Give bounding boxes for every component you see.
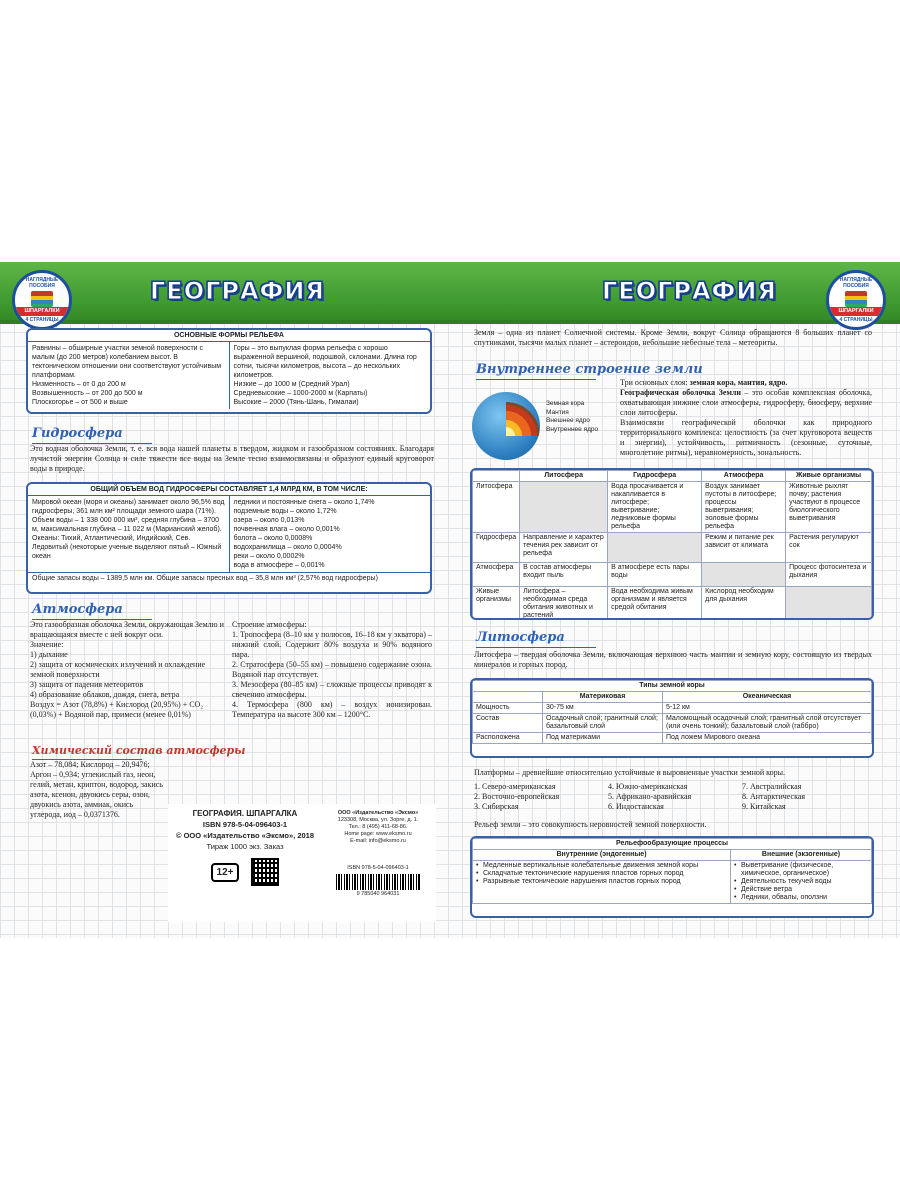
- matrix-cell: [702, 563, 786, 587]
- air-formula: Воздух = Азот (78,8%) + Кислород (20,95%) + CO₂ (0,03%) + Водяной пар, примеси (менее 0,01%): [30, 700, 204, 719]
- qr-code-icon: [251, 858, 279, 886]
- water-share: озера – около 0,013%: [233, 517, 305, 524]
- publisher-email: E-mail: info@eksmo.ru: [350, 838, 406, 844]
- hydrosphere-volume-heading: ОБЩИЙ ОБЪЕМ ВОД ГИДРОСФЕРЫ СОСТАВЛЯЕТ 1,4 МЛРД КМ, В ТОМ ЧИСЛЕ:: [28, 484, 430, 496]
- matrix-header: Литосфера: [520, 471, 608, 482]
- imprint-right: [322, 810, 434, 898]
- matrix-row-label: Литосфера: [473, 482, 520, 533]
- earth-intro: Земля – одна из планет Солнечной системы. Кроме Земли, вокруг Солнца обращаются 8 больших планет со спутниками, тысячи малых планет – астероидов, небольшие небесные тела – метеориты.: [474, 328, 872, 347]
- matrix-cell: Направление и характер течения рек зависит от рельефа: [520, 533, 608, 563]
- platform-item: 9. Китайская: [742, 802, 786, 811]
- crust-row: [473, 733, 872, 744]
- globe-label: Внутреннее ядро: [546, 425, 599, 433]
- processes-col-head: Внешние (экзогенные): [731, 850, 872, 861]
- crust-row-label: Мощность: [473, 703, 543, 714]
- list-item: • Действие ветра: [734, 886, 868, 894]
- spheres-interaction-table: [472, 470, 872, 620]
- water-share: вода в атмосфере – 0,001%: [233, 562, 325, 569]
- crust-types-table: [472, 680, 872, 744]
- publisher-name: ООО «Издательство «Эксмо»: [337, 810, 419, 816]
- series-badge-left: [12, 270, 72, 330]
- mountains-text: Горы – это выпуклая форма рельефа с хорошо выраженной вершиной, подошвой, склонами. Длина гор сотни, тысячи километров, высота – до нескольких километров.: [233, 345, 417, 379]
- spheres-interaction-box: [470, 468, 874, 620]
- matrix-row-label: Гидросфера: [473, 533, 520, 563]
- atmosphere-layer: 1. Тропосфера (8–10 км у полюсов, 16–18 км у экватора) – нижний слой. Содержит 80% воздуха и 90% водяного пара.: [232, 630, 432, 659]
- mountains-column: [229, 342, 431, 409]
- crust-row: [473, 703, 872, 714]
- plains-text: Равнины – обширные участки земной поверхности с малым (до 200 метров) колебанием высот. В тектоническом отношении они соответствуют устойчивым платформам.: [32, 345, 222, 379]
- barcode-icon: [336, 874, 420, 890]
- lithosphere-heading: Литосфера: [476, 630, 565, 645]
- chemical-composition-text: Азот – 78,084; Кислород – 20,9476; Аргон – 0,934; углекислый газ, неон, гелий, метан, криптон, водород, закись азота, ксенон, двуокись серы, озон, двуокись азота, аммиак, окись углерода, иод – 0,0371376.: [30, 760, 163, 819]
- crust-types-box: [470, 678, 874, 758]
- imprint-title: ГЕОГРАФИЯ. ШПАРГАЛКА: [192, 809, 298, 818]
- list-item: • Выветривание (физическое, химическое, органическое): [734, 862, 868, 878]
- meaning-item: 3) защита от падения метеоритов: [30, 680, 144, 689]
- processes-col-head: Внутренние (эндогенные): [473, 850, 731, 861]
- water-reserves-footer: Общие запасы воды – 1389,5 млн км. Общие запасы пресных вод – 35,8 млн км³ (2,57% вод гидросферы): [28, 572, 430, 584]
- matrix-cell: Воздух занимает пустоты в литосфере; процессы выветривания; эоловые формы рельефа: [702, 482, 786, 533]
- plains-line: Низменность – от 0 до 200 м: [32, 381, 126, 388]
- water-share: водохранилища – около 0,0004%: [233, 544, 342, 551]
- platform-item: 6. Индостанская: [608, 802, 664, 811]
- atmosphere-column-right: [232, 620, 432, 720]
- platform-item: 5. Африкано-аравийская: [608, 792, 692, 801]
- platforms-list: [474, 782, 870, 812]
- page-title-right: ГЕОГРАФИЯ: [602, 277, 777, 305]
- imprint-isbn: ISBN 978-5-04-096403-1: [202, 820, 288, 829]
- age-rating: 12+: [211, 863, 240, 882]
- barcode-digits: 9 785040 964031: [356, 891, 400, 897]
- relief-processes-box: [470, 836, 874, 918]
- matrix-cell: Вода необходима живым организмам и является средой обитания: [608, 587, 702, 621]
- imprint-run: Тираж 1000 экз. Заказ: [206, 842, 284, 851]
- platforms-text: Платформы – древнейшие относительно устойчивые и выровненные участки земной коры.: [474, 768, 786, 777]
- meaning-item: 1) дыхание: [30, 650, 68, 659]
- hydrosphere-heading: Гидросфера: [32, 426, 123, 441]
- meaning-item: 2) защита от космических излучений и охлаждение земной поверхности: [30, 660, 206, 679]
- water-share: подземные воды – около 1,72%: [233, 508, 337, 515]
- barcode-isbn: ISBN 978-5-04-096403-1: [347, 865, 409, 871]
- matrix-row: [473, 587, 872, 621]
- crust-cell: 30-75 км: [543, 703, 663, 714]
- matrix-row-label: Атмосфера: [473, 563, 520, 587]
- geo-shell-definition: – это особая комплексная оболочка, охватывающая нижние слои атмосферы, гидросферу, биосферу, верхние слои литосферы.: [620, 388, 872, 417]
- publisher-web: Home page: www.eksmo.ru: [344, 831, 412, 837]
- matrix-cell: В состав атмосферы входит пыль: [520, 563, 608, 587]
- matrix-cell: Литосфера – необходимая среда обитания животных и растений: [520, 587, 608, 621]
- crust-cell: Под ложем Мирового океана: [663, 733, 872, 744]
- matrix-cell: [608, 533, 702, 563]
- crust-row-label: Состав: [473, 714, 543, 733]
- list-item: • Ледники, обвалы, оползни: [734, 894, 868, 902]
- badge-top-text: НАГЛЯДНЫЕ ПОСОБИЯ: [25, 277, 59, 289]
- crust-row: [473, 714, 872, 733]
- crust-cell: Под материками: [543, 733, 663, 744]
- plains-column: [28, 342, 229, 409]
- page-title-left: ГЕОГРАФИЯ: [150, 277, 325, 305]
- meaning-item: 4) образование облаков, дождя, снега, ветра: [30, 690, 180, 699]
- relief-processes-table: [472, 838, 872, 904]
- relief-forms-heading: ОСНОВНЫЕ ФОРМЫ РЕЛЬЕФА: [28, 330, 430, 342]
- waters-column: [229, 496, 431, 572]
- matrix-cell: В атмосфере есть пары воды: [608, 563, 702, 587]
- publisher-phone: Тел.: 8 (495) 411-68-86.: [348, 824, 408, 830]
- imprint-left: [172, 808, 318, 886]
- list-item: • Деятельность текучей воды: [734, 878, 868, 886]
- atmosphere-heading: Атмосфера: [32, 602, 123, 617]
- platform-item: 7. Австралийская: [742, 782, 802, 791]
- atmosphere-column-left: [30, 620, 226, 720]
- meaning-title: Значение:: [30, 640, 64, 649]
- matrix-cell: Режим и питание рек зависит от климата: [702, 533, 786, 563]
- chemical-composition-heading: Химический состав атмосферы: [32, 744, 246, 757]
- globe-label: Земная кора: [546, 400, 585, 407]
- atmosphere-layer: 2. Стратосфера (50–55 км) – повышено содержание озона. Водяной пар отсутствует.: [232, 660, 432, 679]
- atmosphere-text: Это газообразная оболочка Земли, окружающая Землю и вращающаяся вместе с ней вокруг оси.: [30, 620, 224, 639]
- badge-bottom-text: 4 СТРАНИЦЫ: [839, 317, 873, 323]
- matrix-header: [473, 471, 520, 482]
- globe-label: Мантия: [546, 408, 569, 416]
- list-item: • Разрывные тектонические нарушения пластов горных пород: [476, 878, 727, 886]
- ocean-column: Мировой океан (моря и океаны) занимает около 96,5% вод гидросферы, 361 млн км² площади земного шара (71%). Объем воды – 1 338 000 000 км³, средняя глубина – 3700 м, максимальная глубина – 11 022 м (Марианский желоб). Океаны: Тихий, Атлантический, Индийский, Сев. Ледовитый (некоторые ученые выделяют пятый – Южный океан: [32, 499, 225, 560]
- matrix-cell: [520, 482, 608, 533]
- matrix-row: [473, 533, 872, 563]
- platform-item: 4. Южно-американская: [608, 782, 688, 791]
- plains-line: Плоскогорье – от 500 и выше: [32, 399, 128, 406]
- badge-ribbon: ШПАРГАЛКИ: [15, 307, 69, 316]
- badge-ribbon: ШПАРГАЛКИ: [829, 307, 883, 316]
- imprint-copyright: © ООО «Издательство «Эксмо», 2018: [175, 831, 315, 840]
- water-share: почвенная влага – около 0,001%: [233, 526, 340, 533]
- matrix-row: [473, 482, 872, 533]
- crust-col-head: Материковая: [543, 692, 663, 703]
- crust-col-head: Океаническая: [663, 692, 872, 703]
- crust-cell: Осадочный слой; гранитный слой; базальтовый слой: [543, 714, 663, 733]
- hydrosphere-volume-box: [26, 482, 432, 594]
- lithosphere-text: Литосфера – твердая оболочка Земли, включающая верхнюю часть мантии и земную кору, состоящую из твердых минералов и горных пород.: [474, 650, 872, 669]
- plains-line: Возвышенность – от 200 до 500 м: [32, 390, 143, 397]
- platform-item: 1. Северо-американская: [474, 782, 556, 791]
- matrix-cell: Процесс фотосинтеза и дыхания: [786, 563, 872, 587]
- external-processes-list: [734, 862, 868, 902]
- water-share: ледники и постоянные снега – около 1,74%: [233, 499, 375, 506]
- mountains-line: Средневысокие – 1000-2000 м (Карпаты): [233, 390, 368, 397]
- books-icon: [845, 291, 867, 307]
- matrix-row: [473, 563, 872, 587]
- matrix-cell: [786, 587, 872, 621]
- matrix-header: Живые организмы: [786, 471, 872, 482]
- mountains-line: Высокие – 2000 (Тянь-Шань, Гималаи): [233, 399, 359, 406]
- mountains-line: Низкие – до 1000 м (Средний Урал): [233, 381, 350, 388]
- list-item: • Складчатые тектонические нарушения пластов горных пород: [476, 870, 727, 878]
- crust-cell: Маломощный осадочный слой; гранитный слой отсутствует (или очень тонкий); базальтовый слой (габбро): [663, 714, 872, 733]
- matrix-cell: Животные рыхлят почву; растения участвуют в процессе биологического выветривания: [786, 482, 872, 533]
- header-strip: [0, 320, 900, 324]
- processes-title: Рельефообразующие процессы: [473, 839, 872, 850]
- atmosphere-layer: 3. Мезосфера (80–85 км) – сложные процессы приводят к свечению атмосферы.: [232, 680, 432, 699]
- matrix-cell: Растения регулируют сок: [786, 533, 872, 563]
- water-share: болота – около 0,0008%: [233, 535, 313, 542]
- globe-labels: [546, 400, 598, 434]
- water-share: реки – около 0,0002%: [233, 553, 305, 560]
- matrix-row-label: Живые организмы: [473, 587, 520, 621]
- books-icon: [31, 291, 53, 307]
- crust-cell: 5-12 км: [663, 703, 872, 714]
- hydrosphere-text: Это водная оболочка Земли, т. е. вся вода нашей планеты в твердом, жидком и газообразном состояниях. Благодаря лучистой энергии Солнца и силе тяжести все воды на Земле тесно взаимосвязаны и образуют единый круговорот воды в природе.: [30, 444, 434, 473]
- layers-intro: Три основных слоя:: [620, 378, 688, 387]
- badge-bottom-text: 4 СТРАНИЦЫ: [25, 317, 59, 323]
- cheat-sheet-spread: [0, 262, 900, 938]
- platform-item: 3. Сибирская: [474, 802, 519, 811]
- crust-row-label: Расположена: [473, 733, 543, 744]
- internal-processes-list: [476, 862, 727, 886]
- inner-structure-heading: Внутреннее строение земли: [476, 362, 703, 377]
- geo-shell-term: Географическая оболочка Земли: [620, 388, 741, 397]
- publisher-address: 123308, Москва, ул. Зорге, д. 1.: [337, 817, 419, 823]
- layers-names: земная кора, мантия, ядро.: [689, 378, 788, 387]
- platform-item: 2. Восточно-европейская: [474, 792, 560, 801]
- matrix-cell: Кислород необходим для дыхания: [702, 587, 786, 621]
- crust-types-title: Типы земной коры: [473, 681, 872, 692]
- globe-label: Внешнее ядро: [546, 417, 590, 424]
- matrix-header: Атмосфера: [702, 471, 786, 482]
- earth-layers-icon: [472, 392, 540, 460]
- relief-definition: Рельеф земли – это совокупность неровностей земной поверхности.: [474, 820, 707, 829]
- matrix-cell: Вода просачивается и накапливается в литосфере; выветривание; ледниковые формы рельефа: [608, 482, 702, 533]
- badge-top-text: НАГЛЯДНЫЕ ПОСОБИЯ: [839, 277, 873, 289]
- series-badge-right: [826, 270, 886, 330]
- inner-structure-text: [620, 378, 872, 458]
- structure-title: Строение атмосферы:: [232, 620, 307, 629]
- list-item: • Медленные вертикальные колебательные движения земной коры: [476, 862, 727, 870]
- geo-shell-relations: Взаимосвязи географической оболочки как природного территориального комплекса: целостность (за счет круговорота веществ и энергии), устойчивость, ритмичность (сезонные, суточные, многолетние ритмы), неравномерность, зональность.: [620, 418, 872, 457]
- platform-item: 8. Антарктическая: [742, 792, 806, 801]
- matrix-header: Гидросфера: [608, 471, 702, 482]
- relief-forms-box: [26, 328, 432, 414]
- atmosphere-layer: 4. Термосфера (800 км) – воздух ионизирован. Температура на высоте 300 км – 1200°С.: [232, 700, 432, 719]
- imprint-block: [168, 804, 436, 922]
